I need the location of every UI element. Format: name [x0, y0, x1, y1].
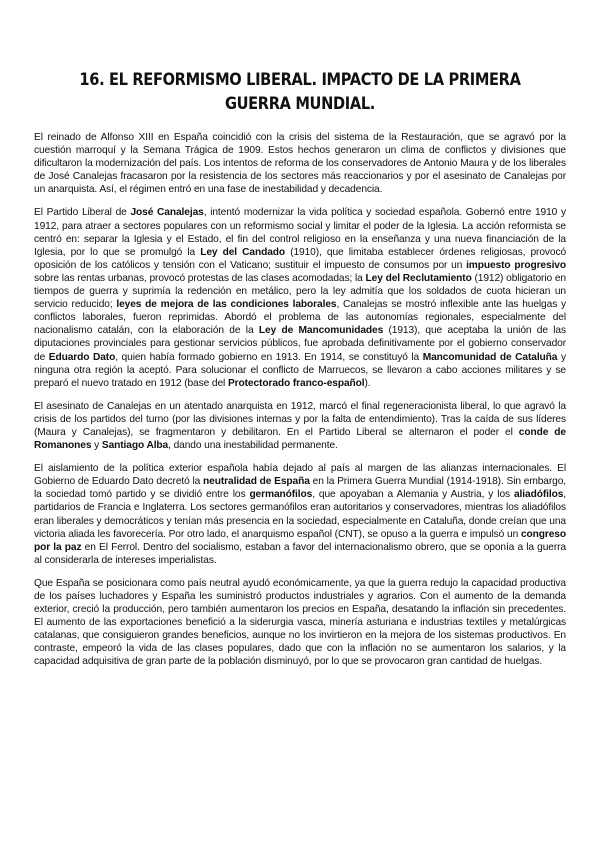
text-run: , partidarios de Francia e Inglaterra. Los sectores germanófilos eran autoritarios y conservadores, mientras los aliadófilos eran liberales y democráticos y tenían más presencia en la sociedad, especialmente en Cataluña, donde creían que una victoria aliada les favorecería. Por otro lado, el anarquismo español (CNT), se opuso a la guerra e impulsó un — [34, 489, 566, 540]
text-run: ). — [364, 377, 371, 389]
paragraph-3 — [34, 400, 566, 452]
bold-term: neutralidad de España — [203, 476, 310, 488]
text-run: (1913), que aceptaba la unión de las diputaciones provinciales para gestionar servicios públicos, fue aprobada definitivamente por el gobierno conservador de — [34, 325, 566, 363]
text-run: (1912) obligatorio en tiempos de guerra y suprimía la redención en metálico, pero la ley admitía que los soldados de cuota hicieran un servicio reducido; — [34, 272, 566, 311]
bold-term: impuesto progresivo — [466, 259, 566, 271]
paragraph-1 — [34, 131, 566, 196]
paragraph-4 — [34, 462, 566, 567]
text-run: Que España se posicionara como país neutral ayudó económicamente, ya que la guerra redujo la capacidad productiva de los países luchadores y España les suministró productos industriales y agrarios. Con el aumento de la demanda exterior, creció la producción, pero también aumentaron los precios en España, desatando la inflación sin precedentes. El aumento de las exportaciones benefició a la siderurgia vasca, minería asturiana e industrias textiles y metalúrgicas catalanas, que consiguieron grandes beneficios, aunque no los invirtieron en la mejora de los sistemas productivos. En contraste, empeoró la vida de las clases populares, dado que con la inflación no se aumentaron los salarios, y la capacidad adquisitiva de gran parte de la población disminuyó, por lo que se provocaron gran cantidad de huelgas. — [34, 577, 566, 668]
text-run: en la Primera Guerra Mundial (1914-1918). Sin embargo, la sociedad tomó partido y se dividió entre los — [34, 476, 566, 501]
bold-term: Protectorado franco-español — [227, 377, 365, 389]
paragraph-5 — [34, 577, 566, 669]
text-run: , quien había formado gobierno en 1913. En 1914, se constituyó la — [115, 351, 423, 363]
text-run: El reinado de Alfonso XIII en España coincidió con la crisis del sistema de la Restauración, que se agravó por la cuestión marroquí y la Semana Trágica de 1909. Estos hechos generaron un clima de conflictos y divisiones que dificultaron la modernización del país. Los intentos de reforma de los conservadores de Antonio Maura y de los liberales de José Canalejas fracasaron por la resistencia de los sectores más reaccionarios y por el asesinato de Canalejas por un anarquista. Así, el régimen entró en una fase de inestabilidad y decadencia. — [34, 132, 566, 196]
bold-term: germanófilos — [249, 489, 313, 501]
document-body — [34, 131, 566, 669]
bold-term: José Canalejas — [130, 207, 204, 219]
text-run: , Canalejas se mostró inflexible ante las huelgas y conflictos laborales, fueron reprimidas. Abordó el problema de las autonomías regionales, especialmente del nacionalismo catalán, con la elaboración de la — [34, 299, 566, 337]
text-run: El Partido Liberal de — [34, 207, 131, 219]
bold-term: Santiago Alba — [101, 440, 169, 452]
text-run: y ninguna otra región la aceptó. Para solucionar el conflicto de Marruecos, se llevaron a cabo acciones militares y se preparó el nuevo tratado en 1912 (base del — [34, 351, 566, 389]
bold-term: Ley del Reclutamiento — [365, 272, 472, 284]
bold-term: Ley del Candado — [200, 246, 286, 258]
page-title: 16. EL REFORMISMO LIBERAL. IMPACTO DE LA PRIMERA GUERRA MUNDIAL. — [79, 70, 521, 114]
bold-term: congreso por la paz — [34, 528, 566, 553]
paragraph-2 — [34, 206, 566, 389]
bold-term: Ley de Mancomunidades — [258, 325, 384, 337]
text-run: El asesinato de Canalejas en un atentado anarquista en 1912, marcó el final regeneracionista liberal, lo que agravó la crisis de los partidos del turno (por las divisiones internas y por la falta de entendimiento). Tras la caída de sus líderes (Maura y Canalejas), se fragmentaron y debilitaron. En el Partido Liberal se alternaron el poder el — [34, 400, 566, 438]
bold-term: aliadófilos — [513, 489, 564, 501]
text-run: sobre las rentas urbanas, provocó protestas de las clases acomodadas; la — [34, 272, 366, 284]
bold-term: leyes de mejora de las condiciones laborales — [116, 299, 337, 311]
text-run: , intentó modernizar la vida política y sociedad española. Gobernó entre 1910 y 1912, para atraer a sectores populares con un reformismo social y limitar el poder de la Iglesia. La acción reformista se centró en: separar la Iglesia y el Estado, el fin del control religioso en la enseñanza y una nueva financiación de la Iglesia, por lo que se promulgó la — [34, 207, 566, 258]
text-run: en El Ferrol. Dentro del socialismo, estaban a favor del internacionalismo obrero, que se oponía a la guerra al considerarla de intereses imperialistas. — [34, 541, 566, 566]
text-run: El aislamiento de la política exterior española había dejado al país al margen de las alianzas internacionales. El Gobierno de Eduardo Dato decretó la — [34, 463, 566, 488]
text-run: , dando una inestabilidad permanente. — [168, 440, 338, 452]
bold-term: Mancomunidad de Cataluña — [422, 351, 558, 363]
text-run: , que apoyaban a Alemania y Austria, y los — [312, 489, 514, 501]
text-run: (1910), que limitaba establecer órdenes religiosas, provocó oposición de los católicos y tensión con el Vaticano; sustituir el impuesto de consumos por un — [34, 246, 567, 271]
bold-term: conde de Romanones — [34, 426, 566, 452]
text-run: y — [91, 440, 102, 452]
bold-term: Eduardo Dato — [48, 351, 116, 363]
